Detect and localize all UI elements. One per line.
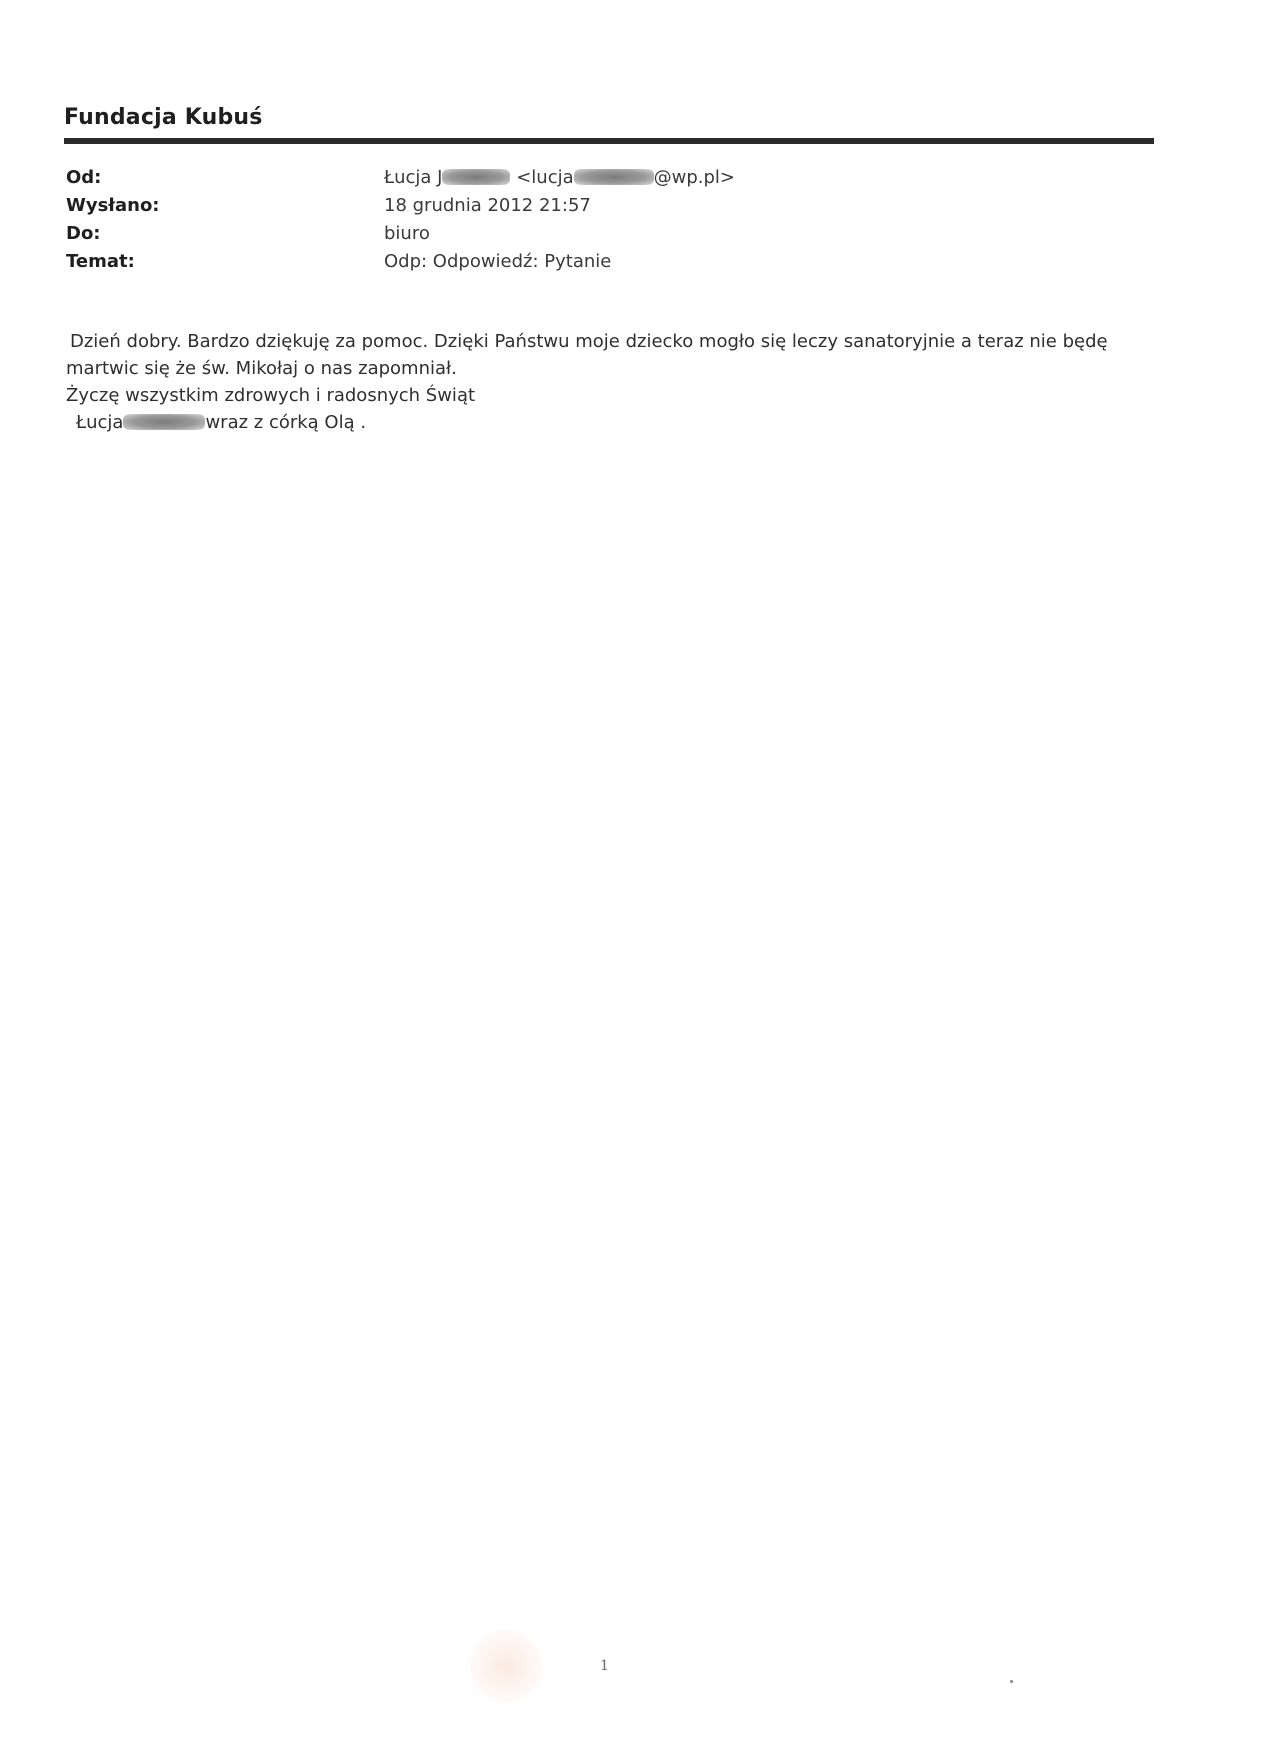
from-label: Od: <box>66 167 102 188</box>
page-number: 1 <box>600 1658 609 1674</box>
subject-label: Temat: <box>66 251 135 272</box>
subject-row <box>66 248 966 276</box>
from-row <box>66 164 966 192</box>
scan-dot <box>1010 1680 1013 1683</box>
sender-email-domain: @wp.pl> <box>653 167 736 188</box>
header-rule <box>64 138 1154 144</box>
body-line: martwic się że św. Mikołaj o nas zapomniał. <box>66 358 457 379</box>
redaction-mark <box>442 169 510 185</box>
subject-value: Odp: Odpowiedź: Pytanie <box>384 251 612 272</box>
redaction-mark <box>574 169 654 185</box>
signature-rest: wraz z córką Olą . <box>205 412 367 433</box>
sent-label: Wysłano: <box>66 195 160 216</box>
sender-name-start: Łucja J <box>384 167 443 188</box>
body-line: Życzę wszystkim zdrowych i radosnych Świąt <box>66 385 476 406</box>
signature-line <box>66 409 1146 436</box>
email-metadata <box>66 164 966 276</box>
scan-smudge <box>470 1630 542 1702</box>
body-line: Dzień dobry. Bardzo dziękuję za pomoc. Dzięki Państwu moje dziecko mogło się leczy sanatoryjnie a teraz nie będę <box>70 331 1108 352</box>
org-header <box>64 104 1154 144</box>
from-value <box>384 164 735 192</box>
redaction-mark <box>123 414 205 430</box>
organization-title: Fundacja Kubuś <box>64 105 263 130</box>
to-row <box>66 220 966 248</box>
sent-row <box>66 192 966 220</box>
signature-name: Łucja <box>76 412 124 433</box>
to-value: biuro <box>384 223 430 244</box>
to-label: Do: <box>66 223 101 244</box>
sender-email-open: <lucja <box>510 167 574 188</box>
sent-value: 18 grudnia 2012 21:57 <box>384 195 591 216</box>
email-body <box>66 328 1146 436</box>
